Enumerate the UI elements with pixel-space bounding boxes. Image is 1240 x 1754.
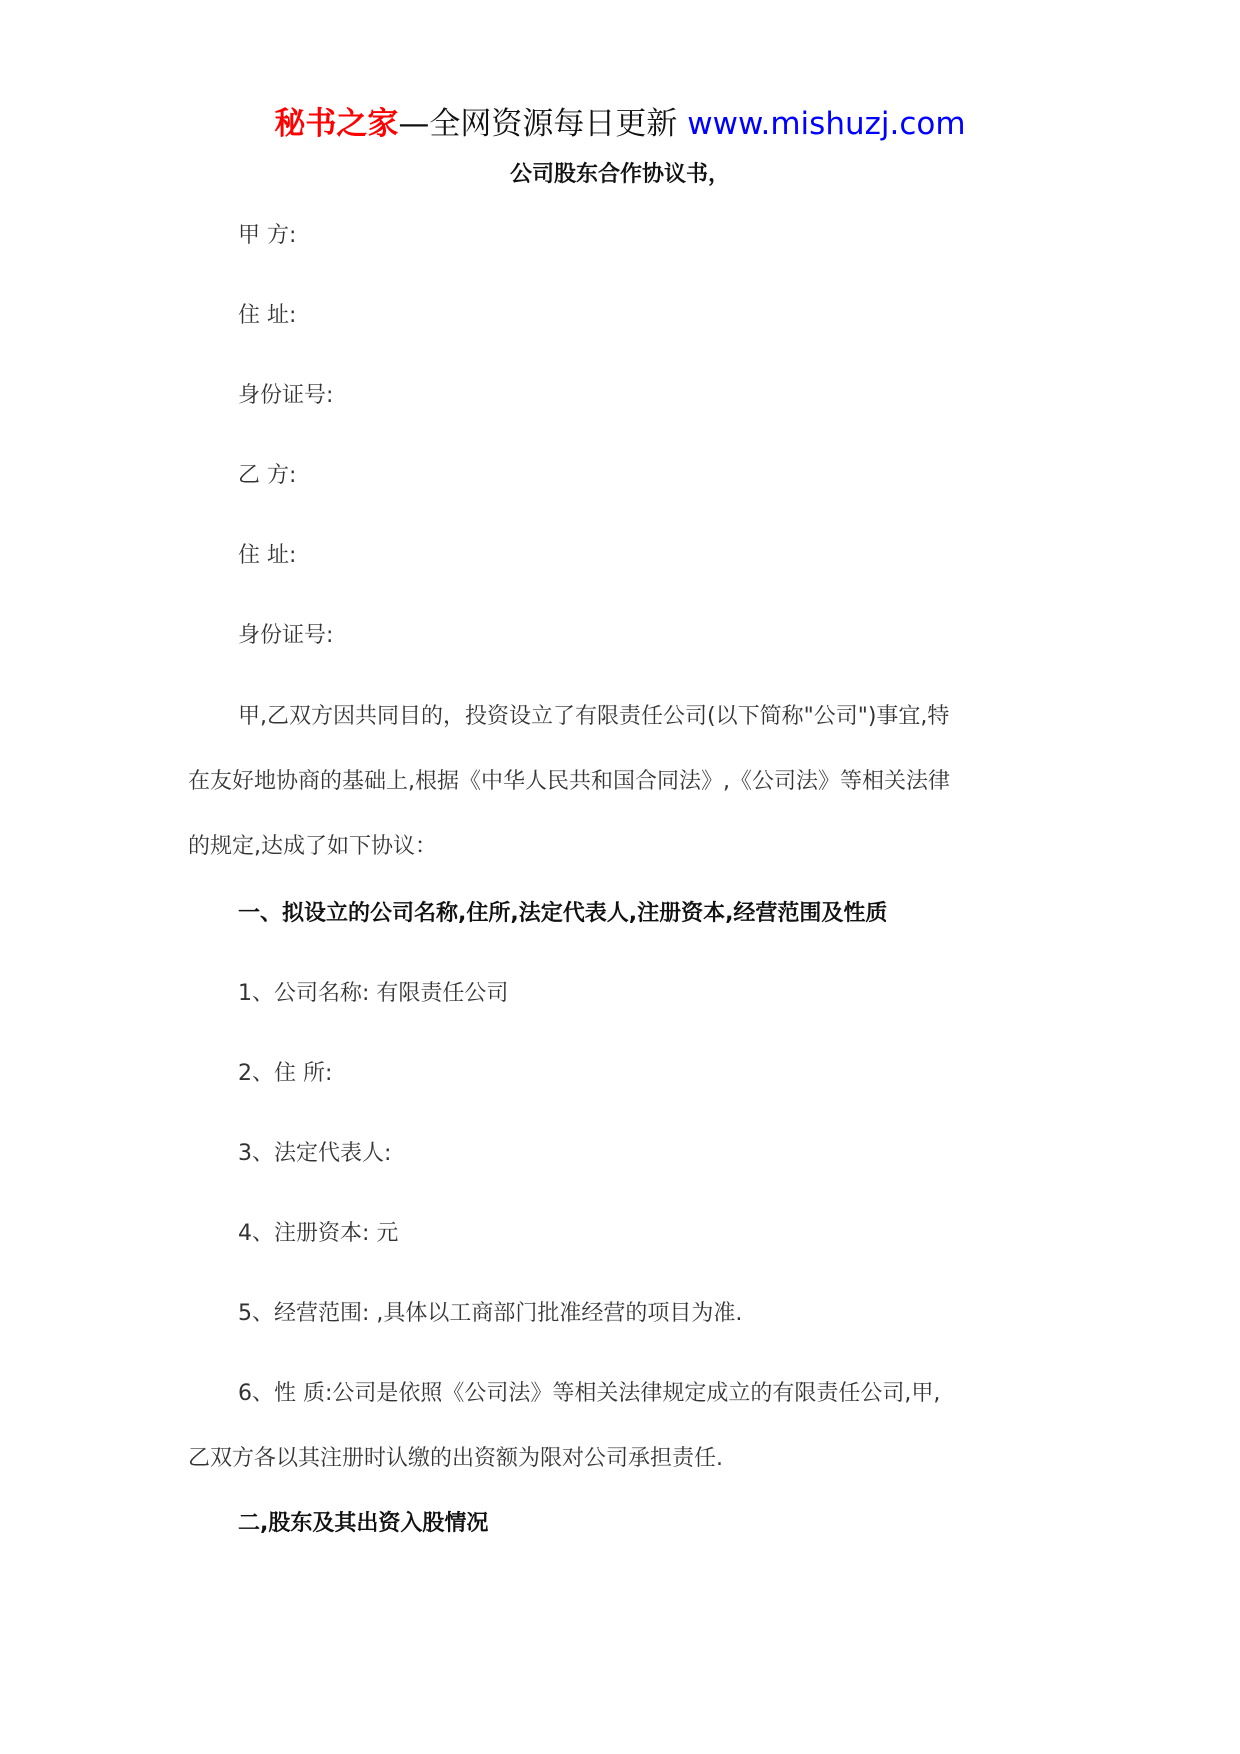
intro-line-3: 的规定,达成了如下协议： (188, 834, 437, 859)
section-1-item-4: 4、注册资本: 元 (238, 1221, 399, 1246)
section-1-item-1: 1、公司名称: 有限责任公司 (238, 981, 509, 1006)
party-a-address-label: 住 址: (238, 303, 297, 328)
section-2-heading: 二,股东及其出资入股情况 (238, 1511, 489, 1536)
site-url-link[interactable]: www.mishuzj.com (687, 106, 966, 142)
section-1-heading: 一、拟设立的公司名称,住所,法定代表人,注册资本,经营范围及性质 (238, 901, 888, 926)
party-b-label: 乙 方: (238, 463, 297, 488)
document-title: 公司股东合作协议书， (509, 162, 730, 187)
party-a-id-label: 身份证号: (238, 383, 334, 408)
section-1-item-6-line-2: 乙双方各以其注册时认缴的出资额为限对公司承担责任. (188, 1446, 723, 1471)
section-1-item-2: 2、住 所: (238, 1061, 333, 1086)
section-1-item-5: 5、经营范围: ,具体以工商部门批准经营的项目为准. (238, 1301, 743, 1326)
site-header-banner (0, 100, 1240, 148)
party-b-address-label: 住 址: (238, 543, 297, 568)
site-slogan: —全网资源每日更新 (398, 106, 678, 142)
intro-line-2: 在友好地协商的基础上,根据《中华人民共和国合同法》,《公司法》等相关法律 (188, 769, 950, 794)
party-b-id-label: 身份证号: (238, 623, 334, 648)
party-a-label: 甲 方: (238, 223, 297, 248)
site-brand: 秘书之家 (274, 106, 399, 142)
intro-line-1: 甲,乙双方因共同目的，投资设立了有限责任公司(以下简称"公司")事宜,特 (238, 704, 950, 729)
section-1-item-6-line-1: 6、性 质:公司是依照《公司法》等相关法律规定成立的有限责任公司,甲, (238, 1381, 941, 1406)
section-1-item-3: 3、法定代表人: (238, 1141, 392, 1166)
